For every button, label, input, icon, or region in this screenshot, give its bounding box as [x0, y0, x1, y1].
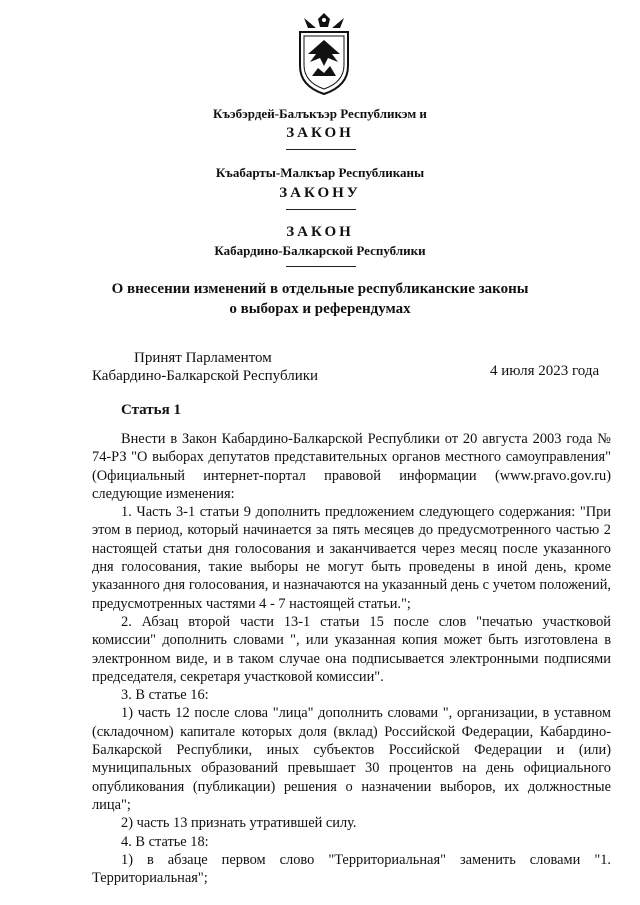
header-line-russian: Кабардино-Балкарской Республики [214, 243, 426, 258]
article-paragraph: 2) часть 13 признать утратившей силу. [121, 815, 357, 832]
header-zakon-russian: ЗАКОН [286, 224, 354, 240]
header-divider [286, 266, 356, 267]
article-paragraph: 2. Абзац второй части 13-1 статьи 15 после слов "печатью участковой комиссии" дополнить словами ", или указанная копия может быть изготовлена в электронном виде, и в таком случае она подписывается электронными подписями председателя, секретаря участковой комиссии". [92, 613, 611, 685]
article-heading: Статья 1 [121, 402, 181, 418]
adopted-by-line1: Принят Парламентом [134, 350, 272, 366]
header-zakon-balkar: ЗАКОНУ [279, 185, 361, 201]
law-title-line2: о выборах и референдумах [229, 301, 411, 317]
adoption-date: 4 июля 2023 года [490, 363, 600, 379]
coat-of-arms-emblem [294, 10, 354, 96]
header-zakon-kabardian: ЗАКОН [286, 125, 354, 141]
article-body [92, 430, 611, 887]
header-line-balkar: Къабарты-Малкъар Республиканы [215, 165, 425, 180]
article-paragraph: 1. Часть 3-1 статьи 9 дополнить предложением следующего содержания: "При этом в период, который начинается за пять месяцев до предусмотренного частью 2 настоящей статьи дня голосования и заканчивается через месяц после указанного дня голосования, такие выборы не могут быть проведены в иной день, кроме указанного дня голосования, и назначаются на указанный день с учетом положений, предусмотренных частями 4 - 7 настоящей статьи."; [92, 504, 611, 612]
adopted-by-line2: Кабардино-Балкарской Республики [92, 368, 319, 384]
header-divider [286, 149, 356, 150]
header-divider [286, 209, 356, 210]
article-paragraph: 1) часть 12 после слова "лица" дополнить словами ", организации, в уставном (складочном) капитале которых доля (вклад) Российской Федерации, Кабардино-Балкарской Республики, иных субъектов Российской Федерации и (или) муниципальных образований превышает 30 процентов на день официального опубликования (публикации) решения о назначении выборов, их должностные лица"; [92, 705, 611, 813]
article-paragraph: 4. В статье 18: [121, 833, 209, 850]
article-paragraph: Внести в Закон Кабардино-Балкарской Республики от 20 августа 2003 года № 74-РЗ "О выборах депутатов представительных органов местного самоуправления" (Официальный интернет-портал правовой информации (www.pravo.gov.ru) следующие изменения: [92, 431, 611, 502]
article-paragraph: 1) в абзаце первом слово "Территориальная" заменить словами "1. Территориальная"; [92, 851, 611, 887]
header-line-kabardian: Къэбэрдей-Балъкъэр Республикэм и [213, 106, 427, 121]
article-paragraph: 3. В статье 16: [121, 687, 209, 704]
law-title-line1: О внесении изменений в отдельные республиканские законы [111, 281, 529, 297]
